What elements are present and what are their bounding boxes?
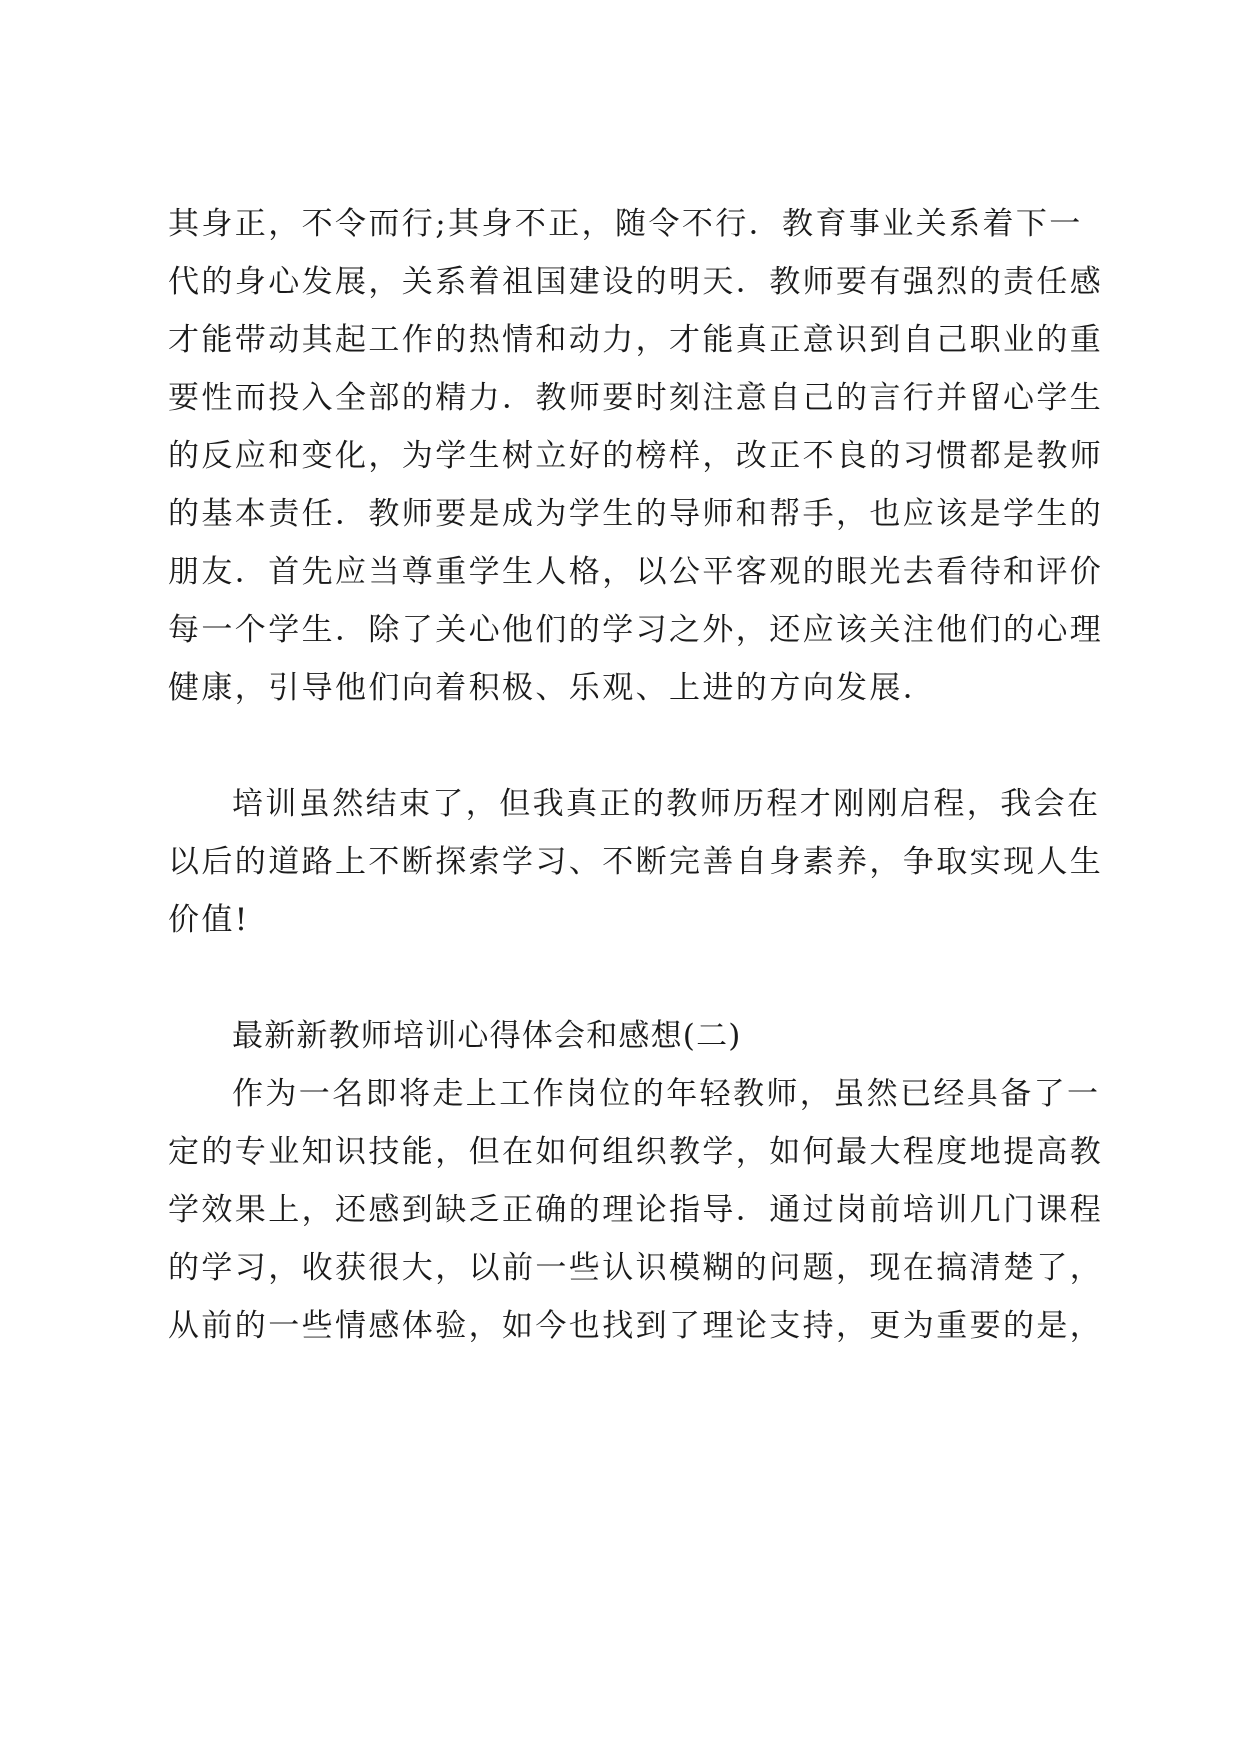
text-line: 学效果上，还感到缺乏正确的理论指导．通过岗前培训几门课程 (168, 1192, 1104, 1228)
text-line: 健康，引导他们向着积极、乐观、上进的方向发展． (168, 670, 937, 706)
text-line: 以后的道路上不断探索学习、不断完善自身素养，争取实现人生 (168, 844, 1104, 880)
text-line: 定的专业知识技能，但在如何组织教学，如何最大程度地提高教 (168, 1134, 1104, 1170)
text-line: 才能带动其起工作的热情和动力，才能真正意识到自己职业的重 (168, 322, 1104, 358)
text-line: 的基本责任．教师要是成为学生的导师和帮手，也应该是学生的 (168, 496, 1104, 532)
text-line: 每一个学生．除了关心他们的学习之外，还应该关注他们的心理 (168, 612, 1104, 648)
text-line: 培训虽然结束了，但我真正的教师历程才刚刚启程，我会在 (232, 786, 1101, 822)
text-line: 价值! (168, 902, 250, 938)
text-line: 从前的一些情感体验，如今也找到了理论支持，更为重要的是， (168, 1308, 1104, 1344)
text-line: 的学习，收获很大，以前一些认识模糊的问题，现在搞清楚了， (168, 1250, 1104, 1286)
text-line: 要性而投入全部的精力．教师要时刻注意自己的言行并留心学生 (168, 380, 1104, 416)
text-line: 朋友．首先应当尊重学生人格，以公平客观的眼光去看待和评价 (168, 554, 1104, 590)
section-heading: 最新新教师培训心得体会和感想(二) (232, 1018, 742, 1054)
text-line: 作为一名即将走上工作岗位的年轻教师，虽然已经具备了一 (232, 1076, 1101, 1112)
text-line: 的反应和变化，为学生树立好的榜样，改正不良的习惯都是教师 (168, 438, 1104, 474)
text-line: 代的身心发展，关系着祖国建设的明天．教师要有强烈的责任感 (168, 264, 1104, 300)
text-line: 其身正，不令而行;其身不正，随令不行．教育事业关系着下一 (168, 206, 1083, 242)
